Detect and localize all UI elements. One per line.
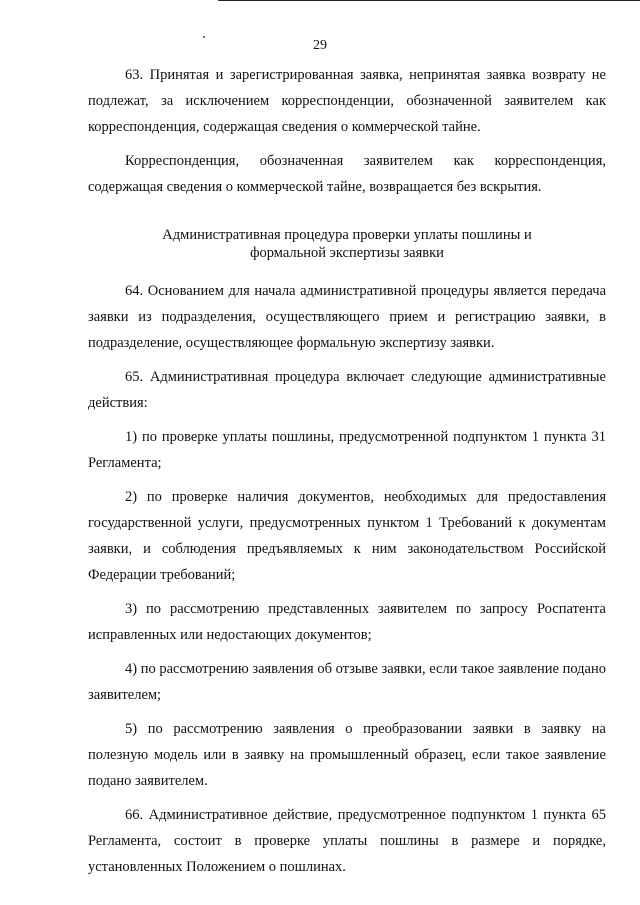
paragraph-64: 64. Основанием для начала административной процедуры является передача заявки из подразделения, осуществляющего прием и регистрацию заявки, в подразделение, осуществляющее формальную экспертизу заявки. [88, 283, 606, 351]
paragraph-63: 63. Принятая и зарегистрированная заявка, непринятая заявка возврату не подлежат, за исключением корреспонденции, обозначенной заявителем как корреспонденция, содержащая сведения о коммерческой тайне. [88, 67, 606, 135]
paragraph-66: 66. Административное действие, предусмотренное подпунктом 1 пункта 65 Регламента, состоит в проверке уплаты пошлины в размере и порядке, установленных Положением о пошлинах. [88, 807, 606, 875]
section-heading-line-1: Административная процедура проверки уплаты пошлины и [162, 227, 532, 243]
list-item-4: 4) по рассмотрению заявления об отзыве заявки, если такое заявление подано заявителем; [88, 661, 606, 703]
list-item-2: 2) по проверке наличия документов, необходимых для предоставления государственной услуги, предусмотренных пунктом 1 Требований к документам заявки, и соблюдения предъявляемых к ним законодательством Российской Федерации требований; [88, 489, 606, 583]
section-heading-line-2: формальной экспертизы заявки [250, 245, 444, 261]
list-item-5: 5) по рассмотрению заявления о преобразовании заявки в заявку на полезную модель или в заявку на промышленный образец, если такое заявление подано заявителем. [88, 721, 606, 789]
paragraph-65: 65. Административная процедура включает следующие административные действия: [88, 369, 606, 411]
list-item-1: 1) по проверке уплаты пошлины, предусмотренной подпунктом 1 пункта 31 Регламента; [88, 429, 606, 471]
section-heading [88, 226, 606, 262]
page-number: 29 [313, 38, 327, 53]
list-item-3: 3) по рассмотрению представленных заявителем по запросу Роспатента исправленных или недостающих документов; [88, 601, 606, 643]
document-body [88, 62, 606, 880]
paragraph-correspondence: Корреспонденция, обозначенная заявителем как корреспонденция, содержащая сведения о коммерческой тайне, возвращается без вскрытия. [88, 153, 606, 195]
top-edge-rule [218, 0, 640, 1]
